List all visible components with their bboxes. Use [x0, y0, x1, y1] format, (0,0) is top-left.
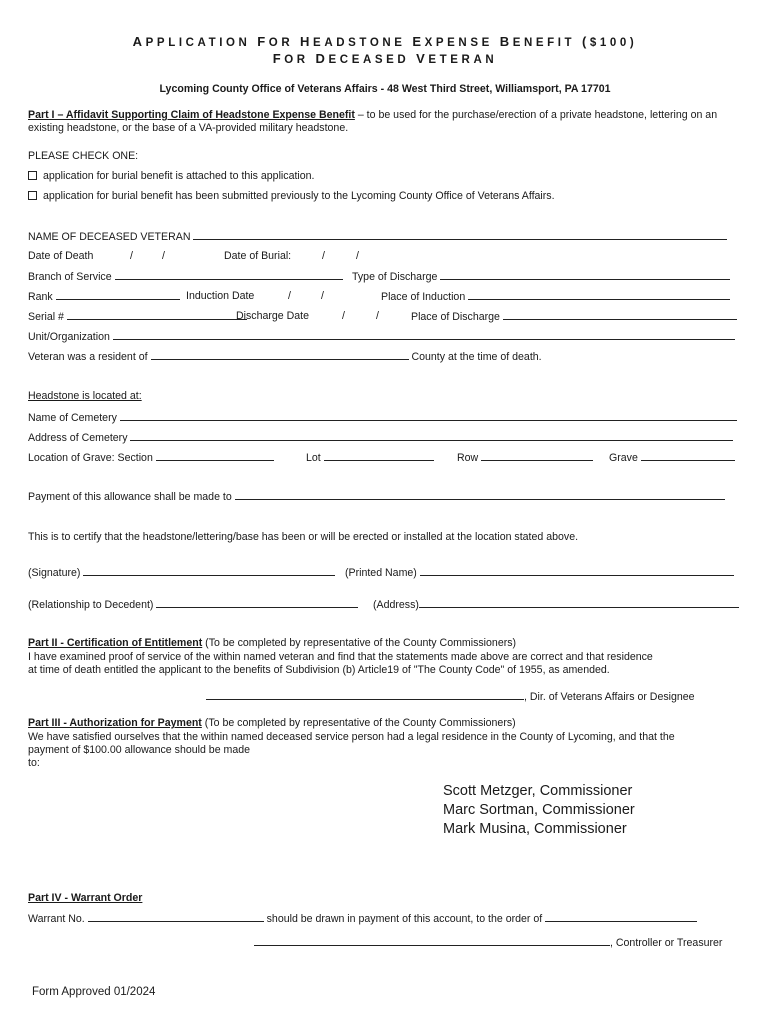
discharge-date-label: Discharge Date [236, 310, 310, 322]
signature-row [28, 566, 335, 579]
lot-field[interactable] [324, 451, 434, 461]
certify-statement: This is to certify that the headstone/lettering/base has been or will be erected or installed at the location stated above. [28, 531, 579, 543]
serial-field[interactable] [67, 310, 247, 320]
part3-note: (To be completed by representative of the County Commissioners) [201, 717, 516, 729]
office-address: Lycoming County Office of Veterans Affairs - 48 West Third Street, Williamsport, PA 17701 [159, 83, 611, 95]
grave-row [609, 451, 735, 464]
rank-label: Rank [28, 291, 53, 303]
resident-label: Veteran was a resident of [28, 351, 148, 363]
warrant-drawn-text: should be drawn in payment of this account, to the order of [266, 913, 543, 925]
controller-row [254, 936, 722, 949]
option-attached-label: application for burial benefit is attached to this application. [43, 170, 315, 182]
payment-row [28, 490, 725, 503]
relationship-label: (Relationship to Decedent) [28, 599, 154, 611]
printed-name-label: (Printed Name) [345, 567, 417, 579]
row-row [457, 451, 593, 464]
part2-line2: at time of death entitled the applicant to the benefits of Subdivision (b) Article19 of "The County Code" of 1955, as amended. [28, 664, 610, 676]
discharge-type-field[interactable] [440, 270, 730, 280]
grave-section-row [28, 451, 274, 464]
part4-heading: Part IV - Warrant Order [28, 892, 143, 904]
part2-line1: I have examined proof of service of the within named veteran and find that the statements made above are correct and that residence [28, 651, 653, 663]
discharge-type-label: Type of Discharge [352, 271, 438, 283]
relationship-field[interactable] [156, 598, 358, 608]
part3-heading: Part III - Authorization for Payment [28, 717, 202, 729]
cemetery-address-row [28, 431, 733, 444]
row-label: Row [457, 452, 479, 464]
row-field[interactable] [481, 451, 593, 461]
part3-line3: to: [28, 757, 40, 769]
place-discharge-row [411, 310, 737, 323]
director-row [206, 690, 695, 703]
commissioner-1: Scott Metzger, Commissioner [443, 783, 633, 799]
address-field[interactable] [419, 598, 739, 608]
headstone-heading: Headstone is located at: [28, 390, 142, 402]
resident-row [28, 350, 542, 363]
part2-heading-row [28, 637, 516, 649]
discharge-type-row [352, 270, 730, 283]
date-slash: / [321, 290, 324, 302]
option-submitted[interactable] [28, 190, 555, 202]
director-label: , Dir. of Veterans Affairs or Designee [524, 691, 695, 703]
printed-name-row [345, 566, 734, 579]
date-slash: / [130, 250, 133, 262]
checkbox-attached[interactable] [28, 171, 37, 180]
warrant-label: Warrant No. [28, 913, 85, 925]
part3-line1: We have satisfied ourselves that the within named deceased service person had a legal residence in the County of Lycoming, and that the [28, 731, 675, 743]
warrant-row [28, 912, 697, 925]
part2-heading: Part II - Certification of Entitlement [28, 637, 203, 649]
form-title-line2: FOR DECEASED VETERAN [272, 51, 498, 66]
cemetery-name-label: Name of Cemetery [28, 412, 117, 424]
payment-field[interactable] [235, 490, 725, 500]
resident-suffix: County at the time of death. [411, 351, 542, 363]
signature-label: (Signature) [28, 567, 81, 579]
date-slash: / [162, 250, 165, 262]
printed-name-field[interactable] [420, 566, 734, 576]
part1-description: – to be used for the purchase/erection of a private headstone, lettering on an existing headstone, or the base of a VA-provided military headstone. [28, 109, 718, 134]
payment-label: Payment of this allowance shall be made to [28, 491, 232, 503]
part2-note: (To be completed by representative of the County Commissioners) [202, 637, 517, 649]
cemetery-address-field[interactable] [130, 431, 733, 441]
veteran-name-row [28, 230, 727, 243]
cemetery-name-row [28, 411, 737, 424]
checkbox-submitted[interactable] [28, 191, 37, 200]
unit-field[interactable] [113, 330, 735, 340]
grave-label: Grave [609, 452, 638, 464]
veteran-name-label: NAME OF DECEASED VETERAN [28, 231, 191, 243]
option-attached[interactable] [28, 170, 315, 182]
relationship-row [28, 598, 358, 611]
date-slash: / [342, 310, 345, 322]
commissioner-2: Marc Sortman, Commissioner [443, 802, 635, 818]
cemetery-address-label: Address of Cemetery [28, 432, 128, 444]
part1-heading: Part I – Affidavit Supporting Claim of Headstone Expense Benefit [28, 109, 355, 121]
lot-row [306, 451, 434, 464]
controller-label: , Controller or Treasurer [610, 937, 723, 949]
date-of-death-label: Date of Death [28, 250, 94, 262]
date-slash: / [356, 250, 359, 262]
date-slash: / [288, 290, 291, 302]
rank-row [28, 290, 180, 303]
part3-line2: payment of $100.00 allowance should be made [28, 744, 251, 756]
place-discharge-label: Place of Discharge [411, 311, 500, 323]
director-signature-field[interactable] [206, 690, 524, 700]
controller-signature-field[interactable] [254, 936, 610, 946]
lot-label: Lot [306, 452, 321, 464]
grave-section-label: Location of Grave: Section [28, 452, 153, 464]
unit-label: Unit/Organization [28, 331, 110, 343]
branch-row [28, 270, 343, 283]
warrant-order-field[interactable] [545, 912, 697, 922]
branch-field[interactable] [115, 270, 343, 280]
place-discharge-field[interactable] [503, 310, 737, 320]
place-induction-label: Place of Induction [381, 291, 466, 303]
option-submitted-label: application for burial benefit has been submitted previously to the Lycoming County Office of Veterans Affairs. [43, 190, 555, 202]
branch-label: Branch of Service [28, 271, 112, 283]
rank-field[interactable] [56, 290, 180, 300]
date-of-burial-label: Date of Burial: [224, 250, 292, 262]
commissioner-3: Mark Musina, Commissioner [443, 821, 627, 837]
serial-label: Serial # [28, 311, 64, 323]
address-label: (Address) [373, 599, 419, 611]
address-row [373, 598, 739, 611]
warrant-number-field[interactable] [88, 912, 264, 922]
date-slash: / [322, 250, 325, 262]
place-induction-row [381, 290, 730, 303]
grave-field[interactable] [641, 451, 735, 461]
unit-row [28, 330, 735, 343]
check-one-label: PLEASE CHECK ONE: [28, 150, 139, 162]
veteran-name-field[interactable] [193, 230, 727, 240]
induction-date-label: Induction Date [186, 290, 255, 302]
place-induction-field[interactable] [468, 290, 730, 300]
part1-intro [28, 109, 744, 135]
section-field[interactable] [156, 451, 274, 461]
cemetery-name-field[interactable] [120, 411, 737, 421]
part3-heading-row [28, 717, 516, 729]
signature-field[interactable] [83, 566, 335, 576]
date-slash: / [376, 310, 379, 322]
resident-county-field[interactable] [151, 350, 409, 360]
form-title-line1: APPLICATION FOR HEADSTONE EXPENSE BENEFIT ($100) [132, 34, 638, 49]
form-approved: Form Approved 01/2024 [32, 986, 156, 998]
serial-row [28, 310, 247, 323]
